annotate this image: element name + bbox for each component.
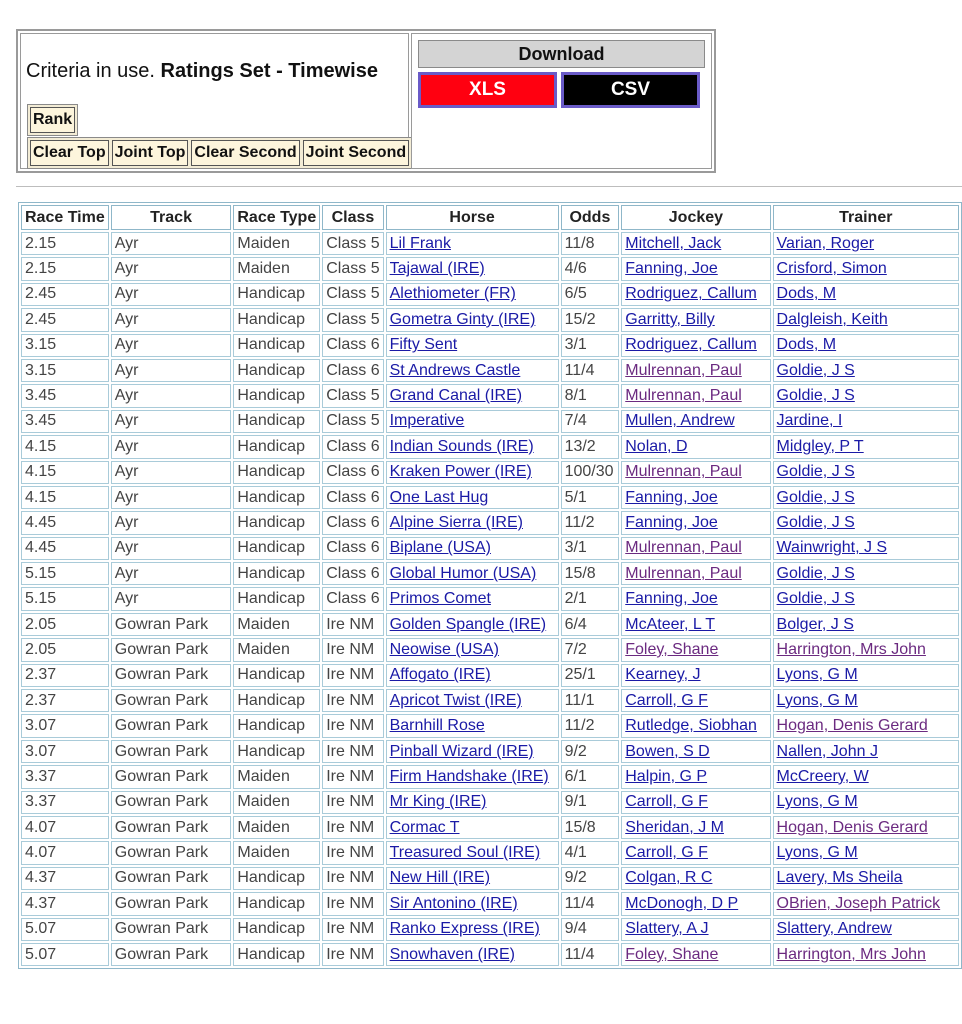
horse-link[interactable]: Grand Canal (IRE) <box>386 384 559 407</box>
track-cell: Ayr <box>111 410 232 433</box>
jockey-link[interactable]: Nolan, D <box>621 435 770 458</box>
class-cell: Ire NM <box>322 714 383 737</box>
table-row <box>21 867 959 890</box>
odds-cell: 8/1 <box>561 384 620 407</box>
race-time-cell: 4.37 <box>21 867 109 890</box>
race-type-cell: Maiden <box>233 232 320 255</box>
download-heading: Download <box>418 40 705 68</box>
race-time-cell: 4.37 <box>21 892 109 915</box>
class-cell: Ire NM <box>322 943 383 966</box>
track-cell: Gowran Park <box>111 613 232 636</box>
trainer-link[interactable]: OBrien, Joseph Patrick <box>773 892 959 915</box>
trainer-link[interactable]: Slattery, Andrew <box>773 918 959 941</box>
horse-link[interactable]: Apricot Twist (IRE) <box>386 689 559 712</box>
class-cell: Ire NM <box>322 638 383 661</box>
odds-cell: 11/1 <box>561 689 620 712</box>
horse-link[interactable]: Golden Spangle (IRE) <box>386 613 559 636</box>
horse-link[interactable]: Pinball Wizard (IRE) <box>386 740 559 763</box>
race-time-cell: 5.07 <box>21 943 109 966</box>
track-cell: Ayr <box>111 308 232 331</box>
class-cell: Ire NM <box>322 613 383 636</box>
table-row <box>21 664 959 687</box>
trainer-link[interactable]: Wainwright, J S <box>773 537 959 560</box>
horse-link[interactable]: Treasured Soul (IRE) <box>386 841 559 864</box>
jockey-link[interactable]: Fanning, Joe <box>621 486 770 509</box>
race-type-cell: Handicap <box>233 740 320 763</box>
race-time-cell: 3.15 <box>21 359 109 382</box>
race-time-cell: 5.15 <box>21 562 109 585</box>
class-cell: Ire NM <box>322 918 383 941</box>
horse-link[interactable]: One Last Hug <box>386 486 559 509</box>
horse-link[interactable]: Neowise (USA) <box>386 638 559 661</box>
race-time-cell: 4.45 <box>21 537 109 560</box>
table-row <box>21 384 959 407</box>
horse-link[interactable]: Gometra Ginty (IRE) <box>386 308 559 331</box>
jockey-link[interactable]: Mitchell, Jack <box>621 232 770 255</box>
track-cell: Ayr <box>111 537 232 560</box>
trainer-link[interactable]: McCreery, W <box>773 765 959 788</box>
table-row <box>21 816 959 839</box>
race-table-body <box>21 232 959 966</box>
odds-cell: 100/30 <box>561 461 620 484</box>
class-cell: Class 6 <box>322 486 383 509</box>
race-time-cell: 4.45 <box>21 511 109 534</box>
race-type-cell: Handicap <box>233 435 320 458</box>
horse-link[interactable]: Ranko Express (IRE) <box>386 918 559 941</box>
jockey-link[interactable]: Mullen, Andrew <box>621 410 770 433</box>
race-time-cell: 2.45 <box>21 283 109 306</box>
trainer-link[interactable]: Lavery, Ms Sheila <box>773 867 959 890</box>
rank-button[interactable]: Rank <box>30 107 75 133</box>
joint-top-button[interactable]: Joint Top <box>112 140 189 166</box>
jockey-link[interactable]: Foley, Shane <box>621 638 770 661</box>
race-type-cell: Handicap <box>233 943 320 966</box>
race-type-cell: Handicap <box>233 562 320 585</box>
jockey-link[interactable]: Rodriguez, Callum <box>621 334 770 357</box>
criteria-name: Ratings Set - Timewise <box>160 60 378 82</box>
jockey-link[interactable]: Mulrennan, Paul <box>621 562 770 585</box>
criteria-panel <box>16 29 716 173</box>
race-type-cell: Handicap <box>233 892 320 915</box>
table-row <box>21 689 959 712</box>
table-row <box>21 638 959 661</box>
trainer-link[interactable]: Goldie, J S <box>773 562 959 585</box>
race-type-cell: Handicap <box>233 308 320 331</box>
jockey-link[interactable]: Rutledge, Siobhan <box>621 714 770 737</box>
jockey-link[interactable]: Halpin, G P <box>621 765 770 788</box>
clear-second-button[interactable]: Clear Second <box>191 140 299 166</box>
class-cell: Class 6 <box>322 334 383 357</box>
race-type-cell: Maiden <box>233 765 320 788</box>
jockey-link[interactable]: Garritty, Billy <box>621 308 770 331</box>
odds-cell: 6/5 <box>561 283 620 306</box>
race-time-cell: 2.15 <box>21 257 109 280</box>
odds-cell: 3/1 <box>561 334 620 357</box>
track-cell: Gowran Park <box>111 664 232 687</box>
jockey-link[interactable]: Mulrennan, Paul <box>621 359 770 382</box>
track-cell: Gowran Park <box>111 765 232 788</box>
horse-link[interactable]: St Andrews Castle <box>386 359 559 382</box>
header-jockey[interactable]: Jockey <box>621 205 770 230</box>
clear-top-button[interactable]: Clear Top <box>30 140 109 166</box>
horse-link[interactable]: Mr King (IRE) <box>386 791 559 814</box>
trainer-link[interactable]: Crisford, Simon <box>773 257 959 280</box>
race-time-cell: 4.15 <box>21 435 109 458</box>
jockey-link[interactable]: Slattery, A J <box>621 918 770 941</box>
race-time-cell: 5.07 <box>21 918 109 941</box>
race-type-cell: Handicap <box>233 461 320 484</box>
race-time-cell: 5.15 <box>21 587 109 610</box>
jockey-link[interactable]: McAteer, L T <box>621 613 770 636</box>
race-time-cell: 2.05 <box>21 638 109 661</box>
track-cell: Ayr <box>111 334 232 357</box>
class-cell: Class 5 <box>322 257 383 280</box>
track-cell: Gowran Park <box>111 892 232 915</box>
table-row <box>21 486 959 509</box>
horse-link[interactable]: Global Humor (USA) <box>386 562 559 585</box>
race-time-cell: 3.15 <box>21 334 109 357</box>
table-row <box>21 918 959 941</box>
class-cell: Class 6 <box>322 537 383 560</box>
horse-link[interactable]: Primos Comet <box>386 587 559 610</box>
header-race-time[interactable]: Race Time <box>21 205 109 230</box>
race-type-cell: Maiden <box>233 791 320 814</box>
track-cell: Gowran Park <box>111 867 232 890</box>
track-cell: Ayr <box>111 562 232 585</box>
odds-cell: 4/6 <box>561 257 620 280</box>
track-cell: Gowran Park <box>111 841 232 864</box>
trainer-link[interactable]: Midgley, P T <box>773 435 959 458</box>
trainer-link[interactable]: Goldie, J S <box>773 384 959 407</box>
race-time-cell: 2.37 <box>21 664 109 687</box>
odds-cell: 11/8 <box>561 232 620 255</box>
jockey-link[interactable]: Mulrennan, Paul <box>621 461 770 484</box>
race-time-cell: 4.07 <box>21 841 109 864</box>
trainer-link[interactable]: Nallen, John J <box>773 740 959 763</box>
table-row <box>21 587 959 610</box>
class-cell: Class 6 <box>322 435 383 458</box>
track-cell: Gowran Park <box>111 943 232 966</box>
odds-cell: 9/4 <box>561 918 620 941</box>
track-cell: Ayr <box>111 511 232 534</box>
race-time-cell: 2.37 <box>21 689 109 712</box>
race-time-cell: 4.15 <box>21 486 109 509</box>
race-type-cell: Maiden <box>233 816 320 839</box>
header-class[interactable]: Class <box>322 205 383 230</box>
jockey-link[interactable]: Mulrennan, Paul <box>621 537 770 560</box>
race-type-cell: Handicap <box>233 334 320 357</box>
class-cell: Ire NM <box>322 791 383 814</box>
criteria-section <box>20 33 409 169</box>
trainer-link[interactable]: Lyons, G M <box>773 689 959 712</box>
track-cell: Ayr <box>111 232 232 255</box>
rank-button-group <box>27 104 78 136</box>
table-row <box>21 461 959 484</box>
race-time-cell: 3.45 <box>21 384 109 407</box>
odds-cell: 11/4 <box>561 943 620 966</box>
class-cell: Class 5 <box>322 384 383 407</box>
table-row <box>21 740 959 763</box>
table-row <box>21 562 959 585</box>
odds-cell: 4/1 <box>561 841 620 864</box>
criteria-label <box>26 60 378 83</box>
odds-cell: 9/1 <box>561 791 620 814</box>
race-time-cell: 2.15 <box>21 232 109 255</box>
horse-link[interactable]: Sir Antonino (IRE) <box>386 892 559 915</box>
class-cell: Ire NM <box>322 740 383 763</box>
odds-cell: 9/2 <box>561 740 620 763</box>
race-type-cell: Handicap <box>233 486 320 509</box>
table-row <box>21 714 959 737</box>
odds-cell: 2/1 <box>561 587 620 610</box>
track-cell: Gowran Park <box>111 816 232 839</box>
track-cell: Ayr <box>111 435 232 458</box>
track-cell: Ayr <box>111 461 232 484</box>
trainer-link[interactable]: Dods, M <box>773 283 959 306</box>
trainer-link[interactable]: Harrington, Mrs John <box>773 943 959 966</box>
race-type-cell: Handicap <box>233 689 320 712</box>
race-time-cell: 3.45 <box>21 410 109 433</box>
trainer-link[interactable]: Varian, Roger <box>773 232 959 255</box>
class-cell: Class 6 <box>322 461 383 484</box>
race-type-cell: Maiden <box>233 613 320 636</box>
class-cell: Ire NM <box>322 816 383 839</box>
class-cell: Ire NM <box>322 867 383 890</box>
track-cell: Ayr <box>111 359 232 382</box>
race-type-cell: Handicap <box>233 714 320 737</box>
table-row <box>21 334 959 357</box>
jockey-link[interactable]: Foley, Shane <box>621 943 770 966</box>
class-cell: Class 5 <box>322 410 383 433</box>
trainer-link[interactable]: Goldie, J S <box>773 359 959 382</box>
trainer-link[interactable]: Goldie, J S <box>773 587 959 610</box>
jockey-link[interactable]: Carroll, G F <box>621 841 770 864</box>
odds-cell: 15/8 <box>561 816 620 839</box>
trainer-link[interactable]: Jardine, I <box>773 410 959 433</box>
odds-cell: 15/2 <box>561 308 620 331</box>
race-type-cell: Maiden <box>233 841 320 864</box>
table-row <box>21 410 959 433</box>
race-time-cell: 4.07 <box>21 816 109 839</box>
trainer-link[interactable]: Lyons, G M <box>773 841 959 864</box>
horse-link[interactable]: Alethiometer (FR) <box>386 283 559 306</box>
trainer-link[interactable]: Hogan, Denis Gerard <box>773 816 959 839</box>
class-cell: Class 6 <box>322 359 383 382</box>
divider <box>16 186 962 187</box>
class-cell: Ire NM <box>322 765 383 788</box>
race-type-cell: Handicap <box>233 664 320 687</box>
horse-link[interactable]: Kraken Power (IRE) <box>386 461 559 484</box>
race-time-cell: 4.15 <box>21 461 109 484</box>
jockey-link[interactable]: Kearney, J <box>621 664 770 687</box>
horse-link[interactable]: Fifty Sent <box>386 334 559 357</box>
race-type-cell: Handicap <box>233 359 320 382</box>
class-cell: Class 6 <box>322 587 383 610</box>
track-cell: Ayr <box>111 587 232 610</box>
horse-link[interactable]: Barnhill Rose <box>386 714 559 737</box>
jockey-link[interactable]: Bowen, S D <box>621 740 770 763</box>
horse-link[interactable]: Lil Frank <box>386 232 559 255</box>
horse-link[interactable]: Cormac T <box>386 816 559 839</box>
race-type-cell: Maiden <box>233 257 320 280</box>
jockey-link[interactable]: McDonogh, D P <box>621 892 770 915</box>
class-cell: Class 6 <box>322 562 383 585</box>
class-cell: Class 5 <box>322 283 383 306</box>
race-type-cell: Handicap <box>233 587 320 610</box>
odds-cell: 7/2 <box>561 638 620 661</box>
table-row <box>21 511 959 534</box>
odds-cell: 15/8 <box>561 562 620 585</box>
horse-link[interactable]: Biplane (USA) <box>386 537 559 560</box>
race-time-cell: 3.37 <box>21 791 109 814</box>
table-row <box>21 537 959 560</box>
jockey-link[interactable]: Fanning, Joe <box>621 587 770 610</box>
trainer-link[interactable]: Goldie, J S <box>773 486 959 509</box>
class-cell: Class 5 <box>322 232 383 255</box>
table-row <box>21 308 959 331</box>
trainer-link[interactable]: Dods, M <box>773 334 959 357</box>
race-time-cell: 3.07 <box>21 714 109 737</box>
table-row <box>21 283 959 306</box>
class-cell: Class 6 <box>322 511 383 534</box>
track-cell: Gowran Park <box>111 918 232 941</box>
race-type-cell: Handicap <box>233 867 320 890</box>
jockey-link[interactable]: Carroll, G F <box>621 791 770 814</box>
table-row <box>21 765 959 788</box>
trainer-link[interactable]: Goldie, J S <box>773 461 959 484</box>
horse-link[interactable]: Tajawal (IRE) <box>386 257 559 280</box>
horse-link[interactable]: Firm Handshake (IRE) <box>386 765 559 788</box>
horse-link[interactable]: Alpine Sierra (IRE) <box>386 511 559 534</box>
table-row <box>21 943 959 966</box>
odds-cell: 11/2 <box>561 714 620 737</box>
download-xls-button[interactable]: XLS <box>418 72 557 108</box>
trainer-link[interactable]: Hogan, Denis Gerard <box>773 714 959 737</box>
class-cell: Ire NM <box>322 664 383 687</box>
class-cell: Ire NM <box>322 689 383 712</box>
table-row <box>21 435 959 458</box>
odds-cell: 11/2 <box>561 511 620 534</box>
odds-cell: 13/2 <box>561 435 620 458</box>
odds-cell: 3/1 <box>561 537 620 560</box>
track-cell: Gowran Park <box>111 689 232 712</box>
horse-link[interactable]: New Hill (IRE) <box>386 867 559 890</box>
table-row <box>21 359 959 382</box>
track-cell: Ayr <box>111 384 232 407</box>
criteria-prefix: Criteria in use. <box>26 60 155 82</box>
odds-cell: 6/4 <box>561 613 620 636</box>
odds-cell: 5/1 <box>561 486 620 509</box>
track-cell: Ayr <box>111 486 232 509</box>
odds-cell: 11/4 <box>561 359 620 382</box>
odds-cell: 9/2 <box>561 867 620 890</box>
race-type-cell: Handicap <box>233 918 320 941</box>
trainer-link[interactable]: Goldie, J S <box>773 511 959 534</box>
jockey-link[interactable]: Carroll, G F <box>621 689 770 712</box>
header-odds[interactable]: Odds <box>561 205 620 230</box>
table-row <box>21 613 959 636</box>
race-time-cell: 3.07 <box>21 740 109 763</box>
race-time-cell: 2.45 <box>21 308 109 331</box>
class-cell: Ire NM <box>322 892 383 915</box>
race-table <box>18 202 962 969</box>
trainer-link[interactable]: Harrington, Mrs John <box>773 638 959 661</box>
track-cell: Gowran Park <box>111 714 232 737</box>
header-trainer[interactable]: Trainer <box>773 205 959 230</box>
selection-button-group <box>27 137 412 169</box>
jockey-link[interactable]: Colgan, R C <box>621 867 770 890</box>
download-section <box>411 33 712 169</box>
race-time-cell: 2.05 <box>21 613 109 636</box>
trainer-link[interactable]: Dalgleish, Keith <box>773 308 959 331</box>
race-type-cell: Handicap <box>233 410 320 433</box>
trainer-link[interactable]: Lyons, G M <box>773 791 959 814</box>
jockey-link[interactable]: Sheridan, J M <box>621 816 770 839</box>
table-row <box>21 257 959 280</box>
horse-link[interactable]: Snowhaven (IRE) <box>386 943 559 966</box>
race-type-cell: Handicap <box>233 511 320 534</box>
table-row <box>21 791 959 814</box>
odds-cell: 11/4 <box>561 892 620 915</box>
odds-cell: 25/1 <box>561 664 620 687</box>
race-type-cell: Handicap <box>233 384 320 407</box>
track-cell: Ayr <box>111 257 232 280</box>
race-time-cell: 3.37 <box>21 765 109 788</box>
header-horse[interactable]: Horse <box>386 205 559 230</box>
horse-link[interactable]: Indian Sounds (IRE) <box>386 435 559 458</box>
jockey-link[interactable]: Fanning, Joe <box>621 511 770 534</box>
track-cell: Gowran Park <box>111 791 232 814</box>
race-type-cell: Handicap <box>233 283 320 306</box>
table-row <box>21 232 959 255</box>
header-track[interactable]: Track <box>111 205 232 230</box>
table-header-row <box>21 205 959 230</box>
header-race-type[interactable]: Race Type <box>233 205 320 230</box>
trainer-link[interactable]: Bolger, J S <box>773 613 959 636</box>
track-cell: Gowran Park <box>111 740 232 763</box>
odds-cell: 7/4 <box>561 410 620 433</box>
track-cell: Ayr <box>111 283 232 306</box>
jockey-link[interactable]: Mulrennan, Paul <box>621 384 770 407</box>
horse-link[interactable]: Affogato (IRE) <box>386 664 559 687</box>
table-row <box>21 841 959 864</box>
joint-second-button[interactable]: Joint Second <box>303 140 409 166</box>
table-row <box>21 892 959 915</box>
trainer-link[interactable]: Lyons, G M <box>773 664 959 687</box>
horse-link[interactable]: Imperative <box>386 410 559 433</box>
race-type-cell: Maiden <box>233 638 320 661</box>
jockey-link[interactable]: Rodriguez, Callum <box>621 283 770 306</box>
class-cell: Class 5 <box>322 308 383 331</box>
track-cell: Gowran Park <box>111 638 232 661</box>
jockey-link[interactable]: Fanning, Joe <box>621 257 770 280</box>
class-cell: Ire NM <box>322 841 383 864</box>
download-csv-button[interactable]: CSV <box>561 72 700 108</box>
race-type-cell: Handicap <box>233 537 320 560</box>
odds-cell: 6/1 <box>561 765 620 788</box>
